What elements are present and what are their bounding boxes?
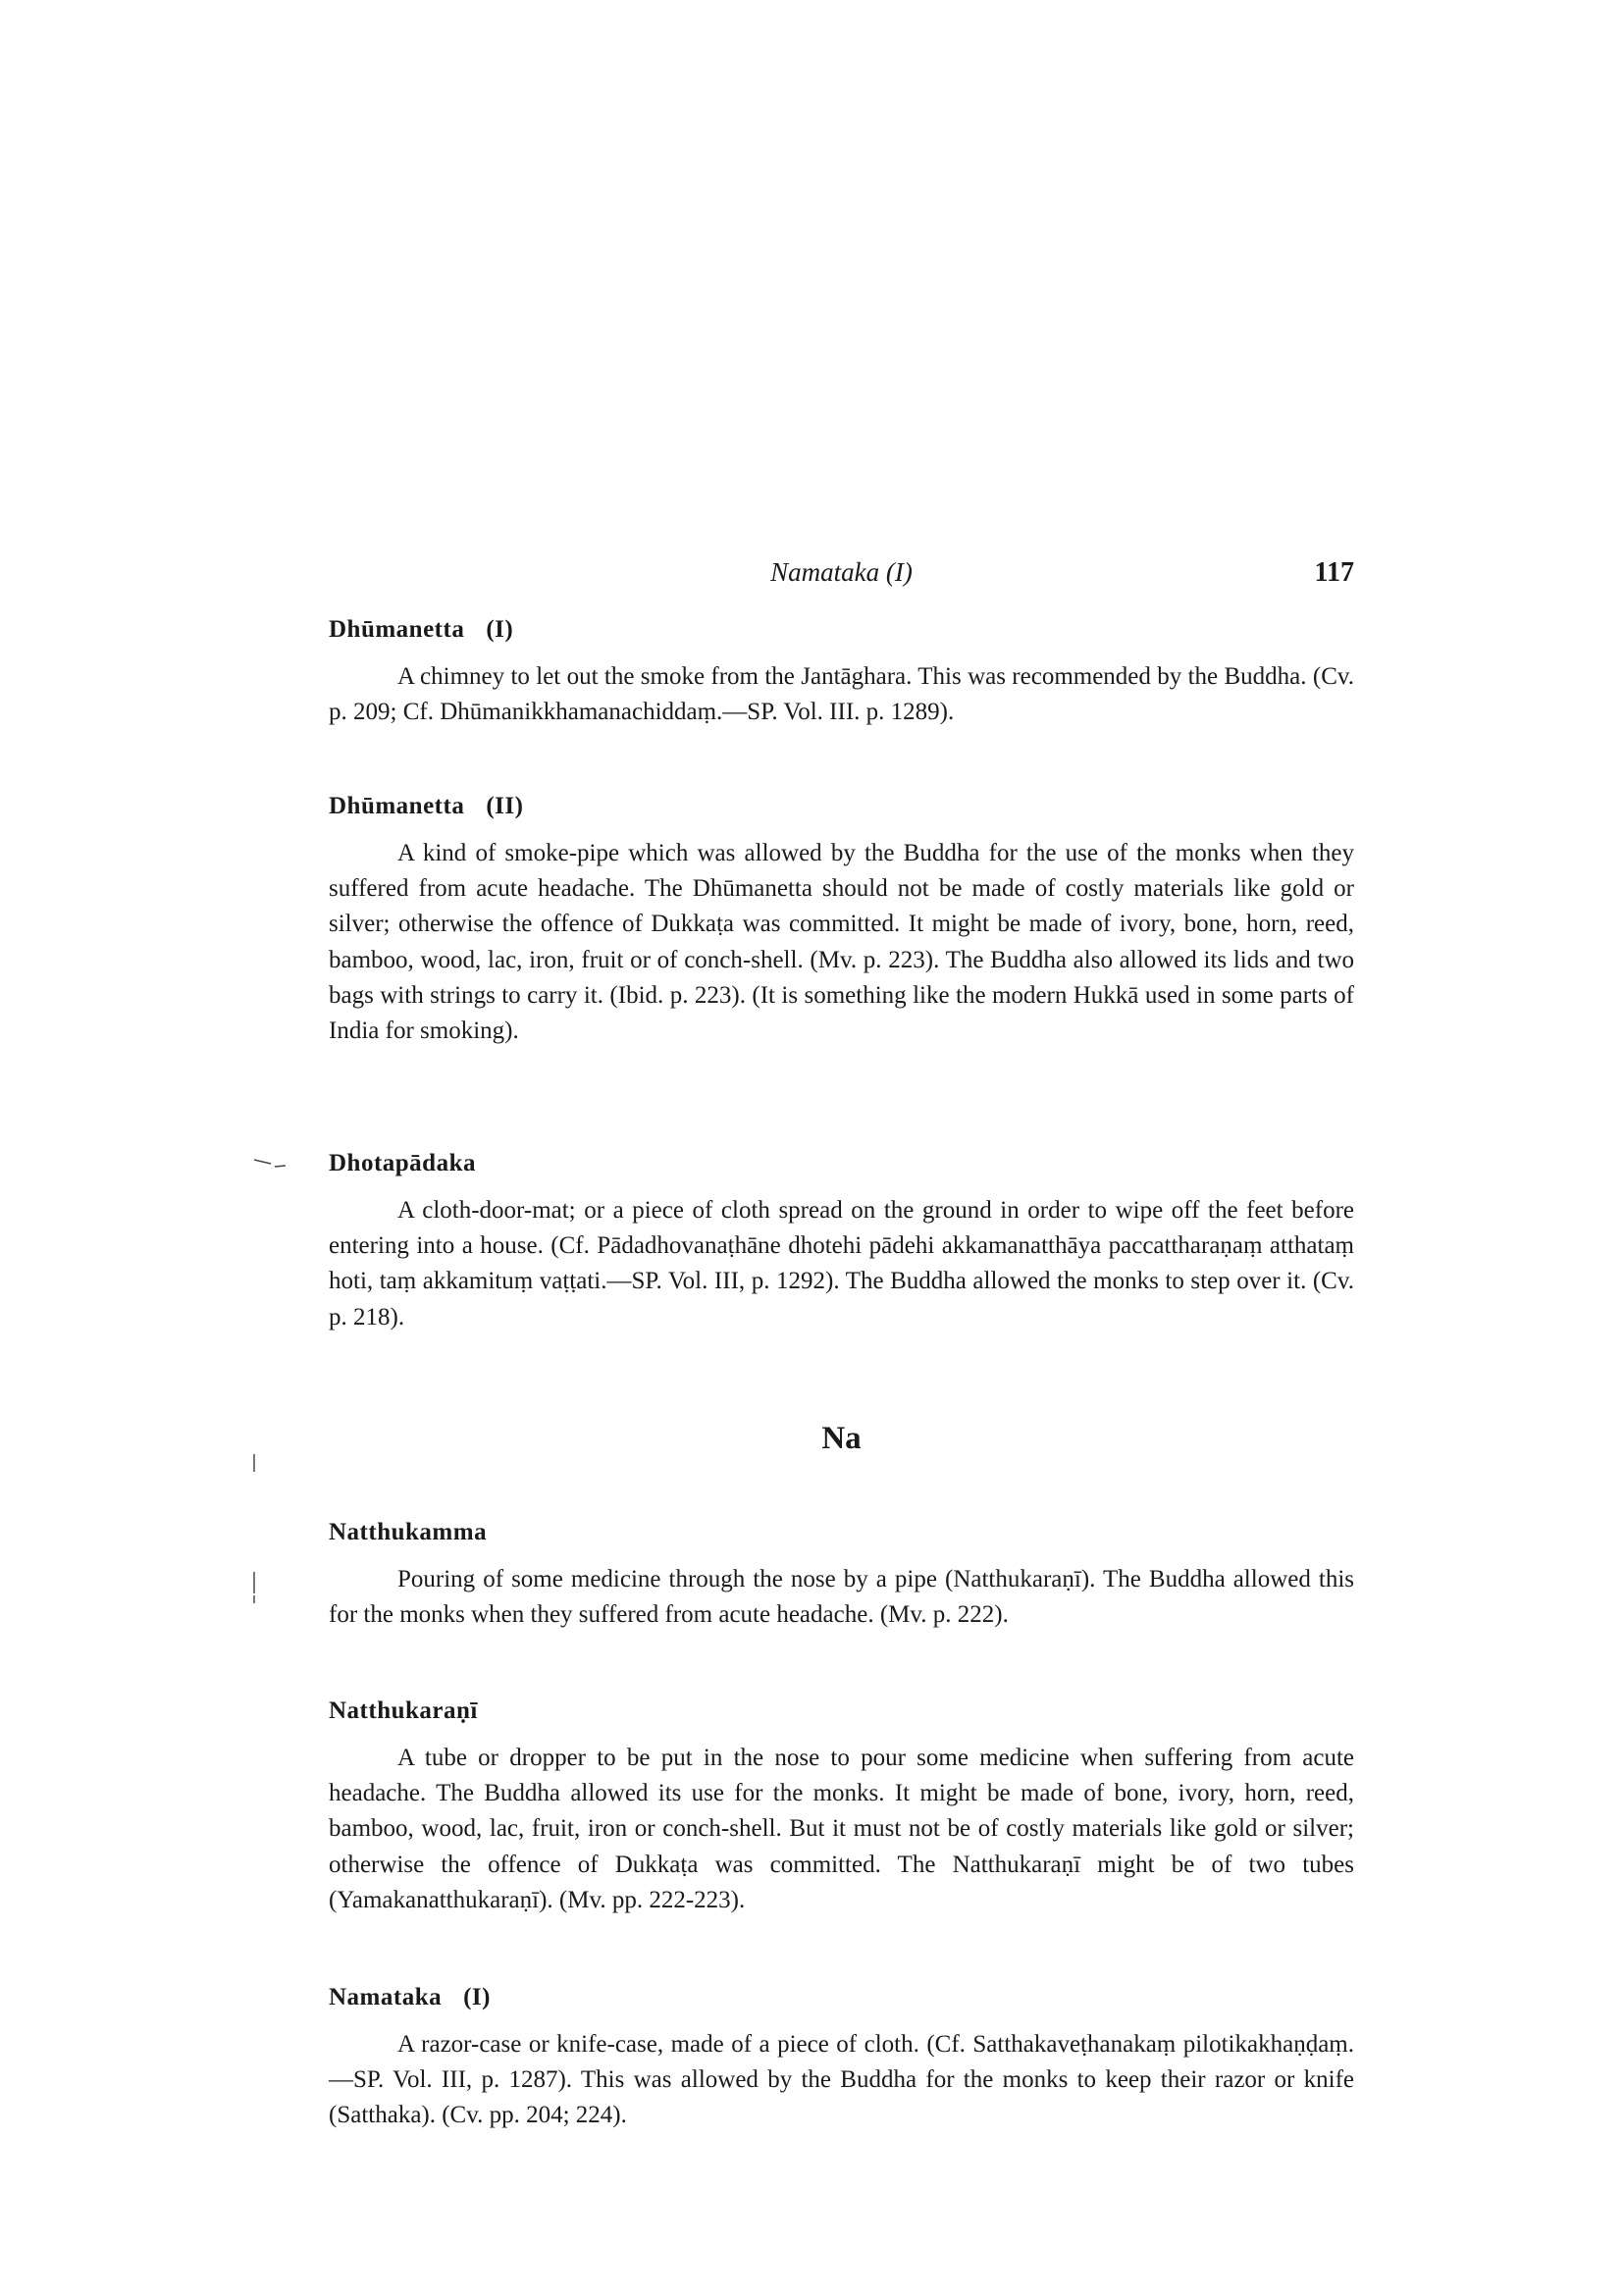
headword-text: Dhūmanetta [329, 616, 465, 643]
entry-headword [329, 793, 1354, 820]
headword-text: Natthukamma [329, 1519, 488, 1545]
entry-definition: A razor-case or knife-case, made of a piece of cloth. (Cf. Satthakaveṭhanakaṃ pilotikakhaṇḍaṃ.—SP. Vol. III, p. 1287). This was allowed by the Buddha for the monks to keep their razor or knife (Satthaka). (Cv. pp. 204; 224). [329, 2031, 1354, 2129]
headword-number: (II) [486, 793, 524, 819]
headword-number: (I) [486, 616, 514, 643]
scan-artifact [253, 1595, 255, 1603]
entry-definition: A chimney to let out the smoke from the Jantāghara. This was recommended by the Buddha. (Cv. p. 209; Cf. Dhūmanikkhamanachiddaṃ.—SP. Vol. III. p. 1289). [329, 663, 1354, 726]
headword-text: Namataka [329, 1984, 443, 2010]
headword-text: Dhūmanetta [329, 793, 465, 819]
entry-natthukarani [329, 1697, 1354, 1918]
entry-headword [329, 1984, 1354, 2011]
entry-dhumanetta-2 [329, 793, 1354, 1049]
headword-number: (I) [463, 1984, 491, 2010]
scan-artifact [253, 1572, 255, 1593]
entry-definition: A kind of smoke-pipe which was allowed by the Buddha for the use of the monks when they suffered from acute headache. The Dhūmanetta should not be made of costly materials like gold or silver; otherwise the offence of Dukkaṭa was committed. It might be made of ivory, bone, horn, reed, bamboo, wood, lac, iron, fruit or of conch-shell. (Mv. p. 223). The Buddha also allowed its lids and two bags with strings to carry it. (Ibid. p. 223). (It is something like the modern Hukkā used in some parts of India for smoking). [329, 840, 1354, 1045]
entry-dhumanetta-1 [329, 616, 1354, 730]
section-heading: Na [821, 1421, 862, 1456]
entry-definition: Pouring of some medicine through the nose by a pipe (Natthukaraṇī). The Buddha allowed this for the monks when they suffered from acute headache. (Mv. p. 222). [329, 1566, 1354, 1629]
running-title: Namataka (I) [770, 557, 913, 587]
entry-natthukamma [329, 1519, 1354, 1633]
entry-headword [329, 1150, 1354, 1177]
entry-definition: A cloth-door-mat; or a piece of cloth spread on the ground in order to wipe off the feet before entering into a house. (Cf. Pādadhovanaṭhāne dhotehi pādehi akkamanatthāya paccattharaṇaṃ atthataṃ hoti, taṃ akkamituṃ vaṭṭati.—SP. Vol. III, p. 1292). The Buddha allowed the monks to step over it. (Cv. p. 218). [329, 1197, 1354, 1331]
page-number: 117 [1314, 557, 1354, 588]
entry-definition: A tube or dropper to be put in the nose to pour some medicine when suffering from acute headache. The Buddha allowed its use for the monks. It might be made of bone, ivory, horn, reed, bamboo, wood, lac, fruit, iron or conch-shell. But it must not be of costly materials like gold or silver; otherwise the offence of Dukkaṭa was committed. The Natthukaraṇī might be of two tubes (Yamakanatthukaraṇī). (Mv. pp. 222-223). [329, 1745, 1354, 1913]
entry-namataka-1 [329, 1984, 1354, 2134]
entry-headword [329, 1697, 1354, 1725]
running-head [329, 557, 1354, 597]
margin-mark [253, 1158, 287, 1170]
headword-text: Natthukaraṇī [329, 1697, 478, 1724]
entry-headword [329, 616, 1354, 644]
scan-artifact [253, 1454, 255, 1472]
entry-dhotapadaka [329, 1150, 1354, 1335]
headword-text: Dhotapādaka [329, 1150, 476, 1176]
entry-headword [329, 1519, 1354, 1546]
